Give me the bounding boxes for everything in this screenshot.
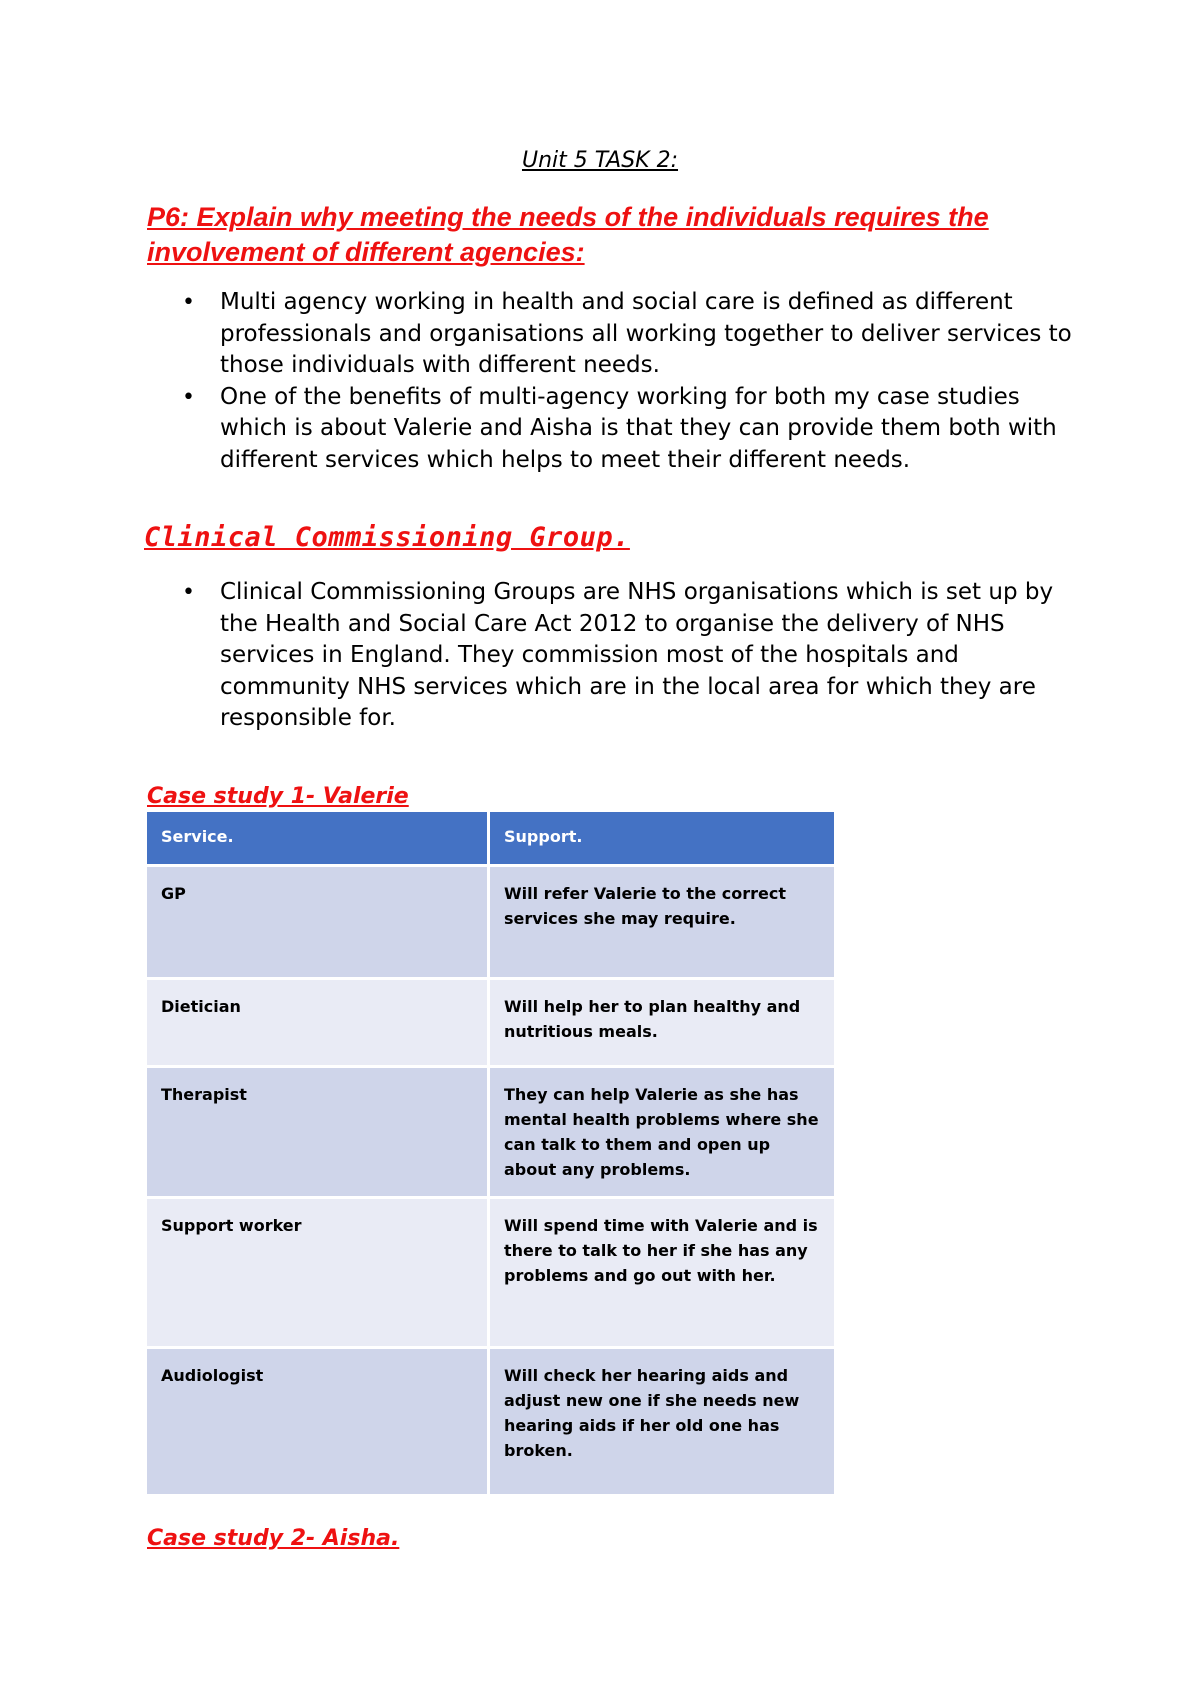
support-cell: Will refer Valerie to the correct services she may require. (490, 867, 834, 977)
bullet-text: One of the benefits of multi-agency working for both my case studies which is about Valerie and Aisha is that they can provide them both with different services which helps to meet their different needs. (220, 383, 1057, 473)
list-item (182, 577, 1072, 735)
list-item (182, 287, 1072, 382)
support-cell: Will help her to plan healthy and nutritious meals. (490, 980, 834, 1065)
services-table (144, 809, 837, 1497)
list-item (182, 382, 1072, 477)
support-cell: Will check her hearing aids and adjust new one if she needs new hearing aids if her old one has broken. (490, 1349, 834, 1494)
bullet-icon: • (182, 384, 195, 410)
ccg-heading: Clinical Commissioning Group. (144, 522, 630, 553)
table-row (147, 980, 834, 1065)
table-row (147, 1068, 834, 1196)
intro-bullet-list (182, 287, 1072, 476)
support-cell: Will spend time with Valerie and is there to talk to her if she has any problems and go out with her. (490, 1199, 834, 1346)
bullet-icon: • (182, 290, 195, 315)
service-cell: Audiologist (147, 1349, 487, 1494)
page-title: Unit 5 TASK 2: (521, 148, 679, 173)
case-study-2-heading: Case study 2- Aisha. (147, 1526, 400, 1551)
service-cell: GP (147, 867, 487, 977)
column-header-support: Support. (490, 812, 834, 864)
case-study-1-heading: Case study 1- Valerie (147, 784, 409, 809)
ccg-bullet-list (182, 577, 1072, 735)
bullet-text: Clinical Commissioning Groups are NHS organisations which is set up by the Health and Social Care Act 2012 to organise the delivery of NHS services in England. They commission most of the hospitals and community NHS services which are in the local area for which they are responsible for. (220, 579, 1054, 731)
support-cell: They can help Valerie as she has mental health problems where she can talk to them and open up about any problems. (490, 1068, 834, 1196)
table-row (147, 867, 834, 977)
table-header-row (147, 812, 834, 864)
service-cell: Dietician (147, 980, 487, 1065)
service-cell: Therapist (147, 1068, 487, 1196)
p6-heading: P6: Explain why meeting the needs of the individuals requires the involvement of different agencies: (147, 202, 989, 267)
table-row (147, 1349, 834, 1494)
bullet-text: Multi agency working in health and social care is defined as different professionals and organisations all working together to deliver services to those individuals with different needs. (220, 289, 1072, 378)
service-cell: Support worker (147, 1199, 487, 1346)
column-header-service: Service. (147, 812, 487, 864)
bullet-icon: • (182, 580, 195, 605)
table-row (147, 1199, 834, 1346)
